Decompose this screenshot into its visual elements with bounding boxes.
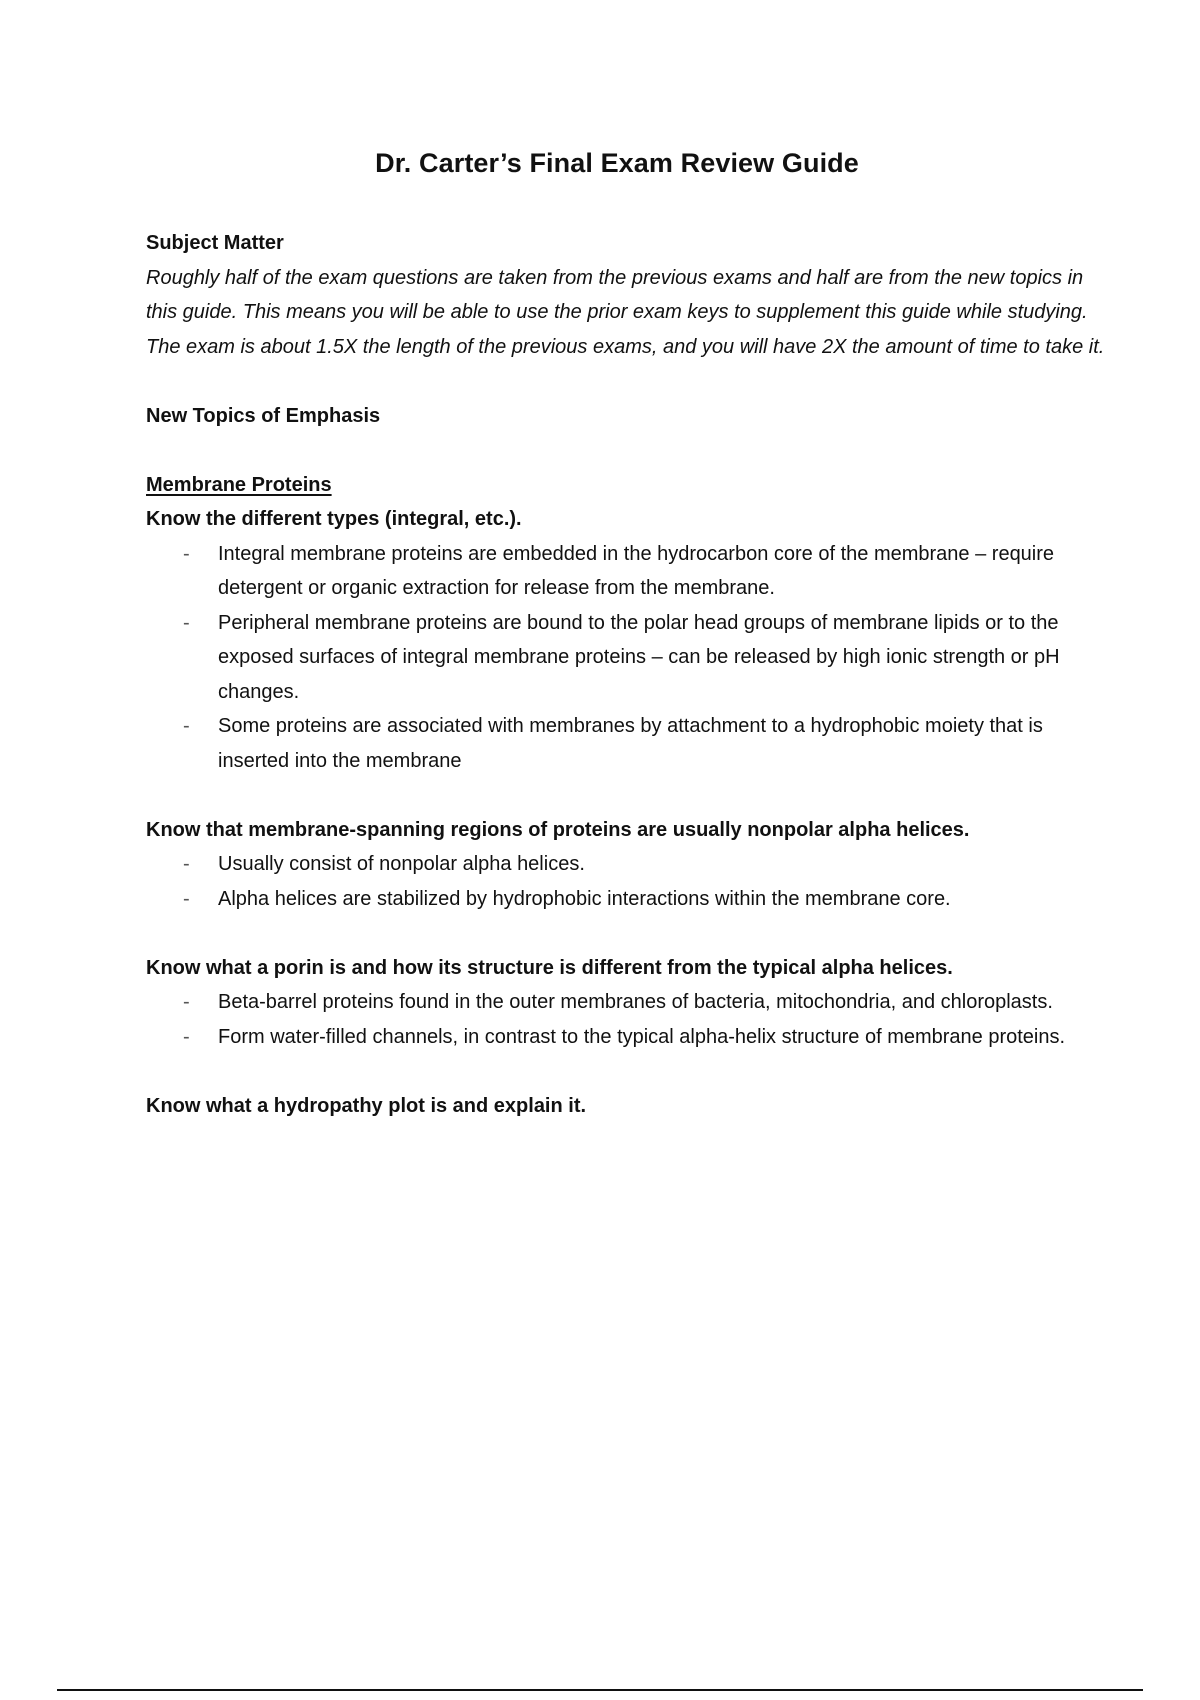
list-item-text: Some proteins are associated with membranes by attachment to a hydrophobic moiety that is inserted into the membrane — [218, 715, 1043, 772]
list-item-text: Beta-barrel proteins found in the outer membranes of bacteria, mitochondria, and chloroplasts. — [218, 991, 1053, 1013]
list-item-text: Form water-filled channels, in contrast to the typical alpha-helix structure of membrane proteins. — [218, 1025, 1066, 1048]
list-item-text: Usually consist of nonpolar alpha helices. — [218, 853, 585, 875]
dash-bullet: - — [183, 1025, 190, 1048]
dash-bullet: - — [183, 611, 190, 634]
section-question: Know what a porin is and how its structure is different from the typical alpha helices. — [146, 956, 953, 979]
page-title: Dr. Carter’s Final Exam Review Guide — [375, 148, 859, 178]
list-item — [146, 606, 1106, 710]
list-item — [146, 847, 1106, 882]
spacer — [146, 364, 1106, 399]
spacer — [146, 778, 1106, 813]
list-item — [146, 537, 1106, 606]
dash-bullet: - — [183, 542, 190, 565]
subject-matter-text: Roughly half of the exam questions are taken from the previous exams and half are from the new topics in this guide. This means you will be able to use the prior exam keys to supplement this guide while studying. The exam is about 1.5X the length of the previous exams, and you will have 2X the amount of time to take it. — [146, 266, 1105, 358]
dash-bullet: - — [183, 991, 190, 1013]
dash-bullet: - — [183, 887, 190, 910]
dash-bullet: - — [183, 853, 190, 875]
list-item — [146, 882, 1106, 917]
list-item-text: Peripheral membrane proteins are bound to the polar head groups of membrane lipids or to the exposed surfaces of integral membrane proteins – can be released by high ionic strength or pH changes. — [218, 611, 1060, 703]
dash-bullet: - — [183, 715, 190, 737]
bullet-list — [146, 847, 1106, 916]
list-item — [146, 1020, 1106, 1055]
footer-divider — [57, 1689, 1143, 1691]
section-question: Know that membrane-spanning regions of proteins are usually nonpolar alpha helices. — [146, 818, 970, 841]
list-item — [146, 985, 1106, 1020]
spacer — [146, 916, 1106, 951]
spacer — [146, 1054, 1106, 1089]
bullet-list — [146, 985, 1106, 1054]
document-body — [146, 226, 1106, 1123]
new-topics-heading: New Topics of Emphasis — [146, 404, 381, 427]
membrane-proteins-heading: Membrane Proteins — [146, 473, 332, 496]
list-item-text: Alpha helices are stabilized by hydrophobic interactions within the membrane core. — [218, 887, 951, 910]
section-question: Know what a hydropathy plot is and explain it. — [146, 1094, 587, 1117]
bullet-list — [146, 537, 1106, 779]
list-item — [146, 709, 1106, 778]
subject-matter-heading: Subject Matter — [146, 232, 284, 254]
spacer — [146, 433, 1106, 468]
section-question: Know the different types (integral, etc.). — [146, 508, 522, 530]
list-item-text: Integral membrane proteins are embedded in the hydrocarbon core of the membrane – require detergent or organic extraction for release from the membrane. — [218, 542, 1055, 599]
